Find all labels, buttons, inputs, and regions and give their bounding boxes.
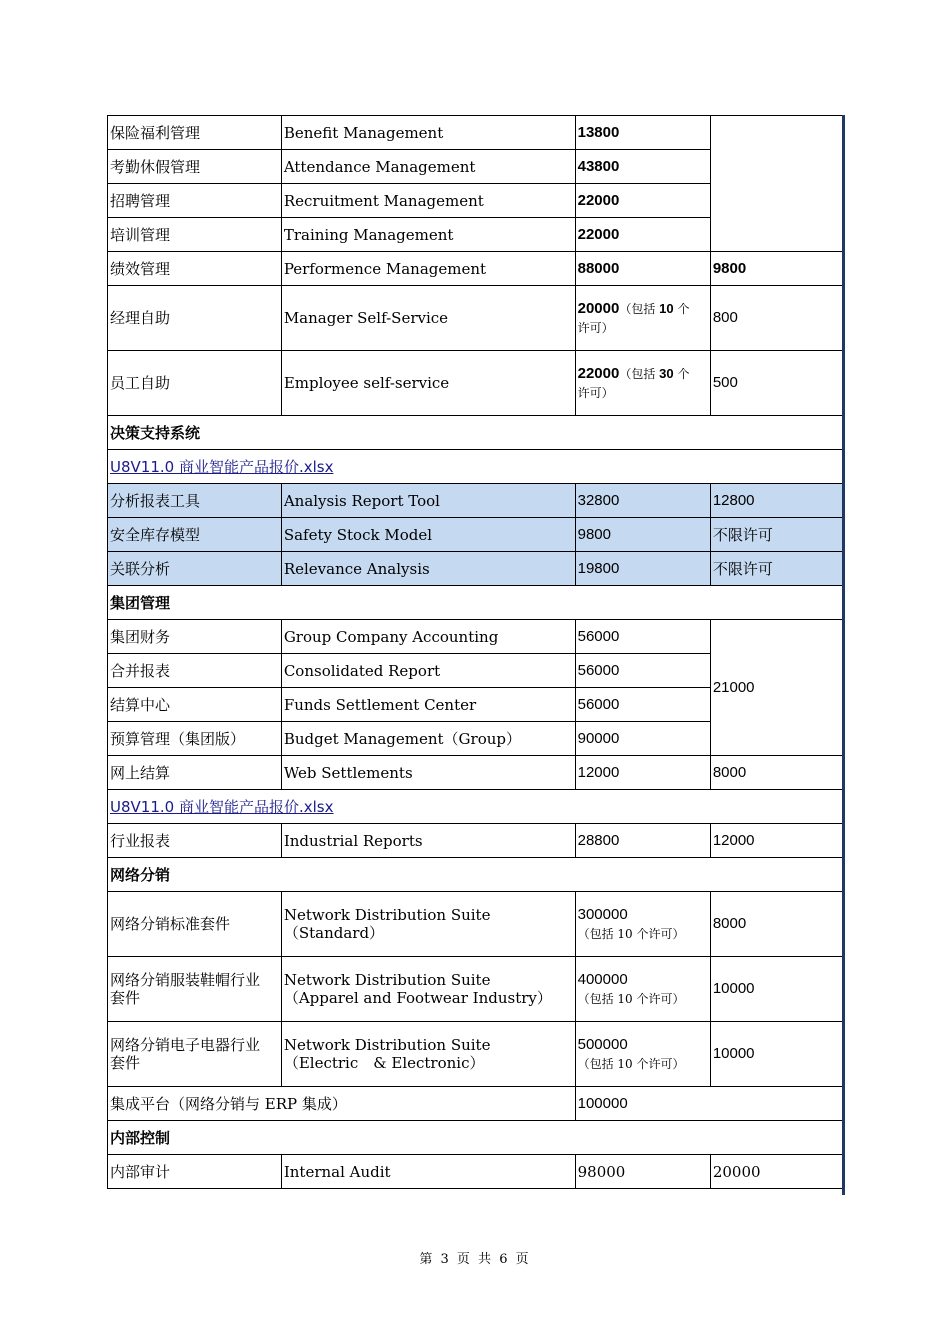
module-cn bbox=[108, 957, 282, 1022]
table-row bbox=[108, 1087, 844, 1121]
module-en: Group Company Accounting bbox=[281, 620, 575, 654]
table-row bbox=[108, 116, 844, 150]
module-cn: 结算中心 bbox=[108, 688, 282, 722]
section-row bbox=[108, 586, 844, 620]
section-row bbox=[108, 416, 844, 450]
module-cn: 网上结算 bbox=[108, 756, 282, 790]
price-note-num: 30 bbox=[659, 366, 674, 381]
module-price bbox=[575, 957, 710, 1022]
module-extra: 10000 bbox=[710, 957, 843, 1022]
module-en: Recruitment Management bbox=[281, 184, 575, 218]
module-en: Relevance Analysis bbox=[281, 552, 575, 586]
module-price: 9800 bbox=[575, 518, 710, 552]
module-price: 32800 bbox=[575, 484, 710, 518]
module-price: 22000 bbox=[575, 218, 710, 252]
module-en-line2: （Standard） bbox=[283, 924, 385, 942]
module-en bbox=[281, 892, 575, 957]
module-cn: 内部审计 bbox=[108, 1155, 282, 1189]
section-title: 决策支持系统 bbox=[108, 416, 844, 450]
module-en: Training Management bbox=[281, 218, 575, 252]
price-note: （包括 10 个许可） bbox=[577, 927, 685, 941]
module-extra: 不限许可 bbox=[710, 552, 843, 586]
module-price: 56000 bbox=[575, 654, 710, 688]
price-note-num: 10 bbox=[659, 301, 674, 316]
module-cn: 考勤休假管理 bbox=[108, 150, 282, 184]
module-cn: 培训管理 bbox=[108, 218, 282, 252]
price-value: 300000 bbox=[577, 906, 628, 923]
module-cn: 分析报表工具 bbox=[108, 484, 282, 518]
module-cn: 招聘管理 bbox=[108, 184, 282, 218]
module-price: 28800 bbox=[575, 824, 710, 858]
table-row bbox=[108, 892, 844, 957]
price-note-line2: 许可） bbox=[577, 386, 614, 400]
price-note-pre: （包括 bbox=[619, 367, 660, 381]
module-price bbox=[575, 892, 710, 957]
module-extra-empty bbox=[710, 116, 843, 252]
module-extra: 9800 bbox=[710, 252, 843, 286]
module-en: Industrial Reports bbox=[281, 824, 575, 858]
module-price: 43800 bbox=[575, 150, 710, 184]
table-row bbox=[108, 351, 844, 416]
module-price: 12000 bbox=[575, 756, 710, 790]
module-en: Web Settlements bbox=[281, 756, 575, 790]
module-cn: 预算管理（集团版） bbox=[108, 722, 282, 756]
table-row bbox=[108, 756, 844, 790]
price-note-post: 个 bbox=[673, 367, 690, 381]
table-row bbox=[108, 552, 844, 586]
module-en: Internal Audit bbox=[281, 1155, 575, 1189]
module-cn: 关联分析 bbox=[108, 552, 282, 586]
module-cn: 员工自助 bbox=[108, 351, 282, 416]
spreadsheet-link[interactable]: U8V11.0 商业智能产品报价.xlsx bbox=[110, 797, 334, 816]
price-value: 22000 bbox=[577, 365, 620, 382]
module-en: Performence Management bbox=[281, 252, 575, 286]
module-en: Analysis Report Tool bbox=[281, 484, 575, 518]
module-price bbox=[575, 351, 710, 416]
module-cn-line1: 网络分销电子电器行业 bbox=[110, 1036, 261, 1054]
module-cn: 保险福利管理 bbox=[108, 116, 282, 150]
module-cn: 集团财务 bbox=[108, 620, 282, 654]
module-en-line2: （Apparel and Footwear Industry） bbox=[283, 989, 552, 1007]
module-en-line1: Network Distribution Suite bbox=[283, 906, 491, 924]
table-row bbox=[108, 1155, 844, 1189]
module-en: Employee self-service bbox=[281, 351, 575, 416]
module-cn-line2: 套件 bbox=[110, 989, 141, 1007]
table-row bbox=[108, 484, 844, 518]
table-row bbox=[108, 620, 844, 654]
section-title: 内部控制 bbox=[108, 1121, 844, 1155]
module-en: Manager Self-Service bbox=[281, 286, 575, 351]
table-row bbox=[108, 252, 844, 286]
price-value: 500000 bbox=[577, 1036, 628, 1053]
module-en: Benefit Management bbox=[281, 116, 575, 150]
module-extra: 8000 bbox=[710, 892, 843, 957]
price-note-post: 个 bbox=[673, 302, 690, 316]
module-price: 19800 bbox=[575, 552, 710, 586]
table-right-border bbox=[842, 115, 845, 1195]
price-note: （包括 10 个许可） bbox=[577, 1057, 685, 1071]
module-cn: 网络分销标准套件 bbox=[108, 892, 282, 957]
module-cn: 集成平台（网络分销与 ERP 集成） bbox=[108, 1087, 576, 1121]
price-note-pre: （包括 bbox=[619, 302, 660, 316]
price-note-line2: 许可） bbox=[577, 321, 614, 335]
module-price: 22000 bbox=[575, 184, 710, 218]
module-extra-shared: 21000 bbox=[710, 620, 843, 756]
module-cn-line1: 网络分销服装鞋帽行业 bbox=[110, 971, 261, 989]
price-table bbox=[107, 115, 844, 1189]
module-en: Attendance Management bbox=[281, 150, 575, 184]
module-extra: 500 bbox=[710, 351, 843, 416]
module-price: 56000 bbox=[575, 688, 710, 722]
module-price: 13800 bbox=[575, 116, 710, 150]
module-en-line2: （Electric & Electronic） bbox=[283, 1054, 485, 1072]
module-cn: 合并报表 bbox=[108, 654, 282, 688]
module-price: 98000 bbox=[575, 1155, 710, 1189]
module-price bbox=[575, 286, 710, 351]
module-extra: 不限许可 bbox=[710, 518, 843, 552]
module-cn: 安全库存模型 bbox=[108, 518, 282, 552]
module-price: 90000 bbox=[575, 722, 710, 756]
module-price: 56000 bbox=[575, 620, 710, 654]
module-en-line1: Network Distribution Suite bbox=[283, 1036, 491, 1054]
module-en: Safety Stock Model bbox=[281, 518, 575, 552]
module-price: 88000 bbox=[575, 252, 710, 286]
module-en: Funds Settlement Center bbox=[281, 688, 575, 722]
module-extra: 12800 bbox=[710, 484, 843, 518]
module-en: Consolidated Report bbox=[281, 654, 575, 688]
module-cn bbox=[108, 1022, 282, 1087]
link-cell bbox=[108, 450, 844, 484]
module-cn: 绩效管理 bbox=[108, 252, 282, 286]
price-value: 400000 bbox=[577, 971, 628, 988]
module-en: Budget Management（Group） bbox=[281, 722, 575, 756]
module-extra: 10000 bbox=[710, 1022, 843, 1087]
section-title: 集团管理 bbox=[108, 586, 844, 620]
price-value: 20000 bbox=[577, 300, 620, 317]
module-cn: 行业报表 bbox=[108, 824, 282, 858]
table-row bbox=[108, 286, 844, 351]
table-row bbox=[108, 957, 844, 1022]
price-note: （包括 10 个许可） bbox=[577, 992, 685, 1006]
section-title: 网络分销 bbox=[108, 858, 844, 892]
link-row bbox=[108, 450, 844, 484]
module-cn: 经理自助 bbox=[108, 286, 282, 351]
module-price: 100000 bbox=[575, 1087, 843, 1121]
module-en-line1: Network Distribution Suite bbox=[283, 971, 491, 989]
module-extra: 8000 bbox=[710, 756, 843, 790]
module-en bbox=[281, 1022, 575, 1087]
module-price bbox=[575, 1022, 710, 1087]
module-extra: 12000 bbox=[710, 824, 843, 858]
module-en bbox=[281, 957, 575, 1022]
link-cell bbox=[108, 790, 844, 824]
link-row bbox=[108, 790, 844, 824]
page-footer: 第 3 页 共 6 页 bbox=[419, 1252, 531, 1267]
module-extra: 20000 bbox=[710, 1155, 843, 1189]
section-row bbox=[108, 1121, 844, 1155]
section-row bbox=[108, 858, 844, 892]
module-extra: 800 bbox=[710, 286, 843, 351]
spreadsheet-link[interactable]: U8V11.0 商业智能产品报价.xlsx bbox=[110, 457, 334, 476]
table-row bbox=[108, 518, 844, 552]
table-row bbox=[108, 824, 844, 858]
module-cn-line2: 套件 bbox=[110, 1054, 141, 1072]
table-row bbox=[108, 1022, 844, 1087]
